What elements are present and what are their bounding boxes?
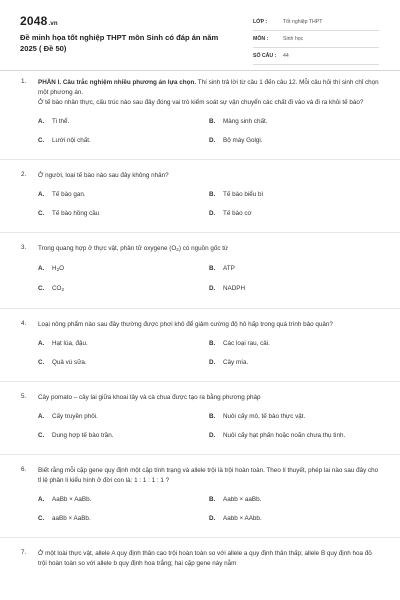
option-c[interactable]: [38, 284, 209, 295]
option-text: Tế bào gan.: [52, 191, 86, 198]
option-text: NADPH: [223, 285, 246, 292]
page-header: [0, 0, 400, 70]
option-letter: C.: [38, 285, 45, 292]
option-b[interactable]: [209, 190, 380, 200]
document-title: Đề minh họa tốt nghiệp THPT môn Sinh có đáp án năm 2025 ( Đề 50): [20, 33, 219, 53]
option-letter: C.: [38, 432, 45, 439]
option-text: aaBb × AaBb.: [52, 515, 91, 522]
question-text: Ở người, loại tế bào nào sau đây không nhân?: [38, 172, 169, 179]
formula-part: CO: [52, 285, 62, 292]
option-d[interactable]: [209, 431, 380, 441]
meta-value: Sinh học: [283, 36, 304, 42]
option-letter: C.: [38, 210, 45, 217]
question-4: [0, 320, 400, 377]
option-letter: A.: [38, 496, 45, 503]
question-2: [0, 171, 400, 228]
option-letter: D.: [209, 137, 216, 144]
option-b[interactable]: [209, 412, 380, 422]
question-number: 4.: [21, 320, 27, 327]
answer-options: [38, 190, 380, 228]
question-number: 5.: [21, 393, 27, 400]
question-divider: [0, 308, 400, 309]
question-text: Cây pomato – cây lai giữa khoai tây và cà chua được tạo ra bằng phương pháp: [38, 394, 261, 401]
site-logo[interactable]: [20, 14, 58, 28]
question-6: [0, 466, 400, 533]
option-letter: D.: [209, 210, 216, 217]
question-1: [0, 78, 400, 155]
option-letter: D.: [209, 432, 216, 439]
answer-options: [38, 495, 380, 533]
meta-label: SỐ CÂU :: [253, 53, 277, 59]
option-text: ATP: [223, 265, 235, 272]
meta-label: MÔN :: [253, 36, 269, 42]
meta-label: LỚP :: [253, 19, 268, 25]
option-a[interactable]: [38, 190, 209, 200]
option-c[interactable]: [38, 431, 209, 441]
question-5: [0, 393, 400, 450]
question-number: 2.: [21, 171, 27, 178]
option-text: Quả vú sữa.: [52, 359, 87, 366]
option-text: Tế bào hồng cầu: [52, 210, 100, 217]
option-letter: C.: [38, 137, 45, 144]
option-letter: B.: [209, 265, 216, 272]
question-divider: [0, 537, 400, 538]
option-text: Màng sinh chất.: [223, 118, 268, 125]
question-3: [0, 244, 400, 304]
option-c[interactable]: [38, 136, 209, 146]
option-c[interactable]: [38, 358, 209, 368]
question-text-part: Trong quang hợp ở thực vật, phân tử oxygene (O: [38, 245, 177, 252]
question-text: Ở một loài thực vật, allele A quy định thân cao trội hoàn toàn so với allele a quy định thân thấp; allele B quy định hoa đỏ trội hoàn toàn so với allele b quy định hoa trắng; hai cặp gene này nằm: [38, 550, 372, 567]
option-b[interactable]: [209, 117, 380, 127]
logo-sub: .vn: [48, 21, 58, 27]
option-a[interactable]: [38, 495, 209, 505]
answer-options: [38, 117, 380, 155]
option-c[interactable]: [38, 209, 209, 219]
option-letter: D.: [209, 359, 216, 366]
question-divider: [0, 159, 400, 160]
question-divider: [0, 232, 400, 233]
question-number: 7.: [21, 549, 27, 556]
meta-row-class: [253, 14, 379, 31]
option-d[interactable]: [209, 358, 380, 368]
option-text: Tế bào cơ: [223, 210, 252, 217]
option-letter: A.: [38, 191, 45, 198]
option-text: Aabb × AAbb.: [223, 515, 262, 522]
option-letter: A.: [38, 413, 45, 420]
answer-options: [38, 412, 380, 450]
option-letter: C.: [38, 359, 45, 366]
question-text-part: ) có nguồn gốc từ: [178, 245, 229, 252]
question-stem: Ở tế bào nhân thực, cấu trúc nào sau đây đóng vai trò kiểm soát sự vận chuyển các chất đi vào và đi ra khỏi tế bào?: [38, 99, 364, 106]
formula-part: O: [59, 265, 65, 272]
option-text: Hạt lúa, đậu.: [52, 340, 88, 347]
option-a[interactable]: [38, 339, 209, 349]
meta-value: Tốt nghiệp THPT: [283, 19, 323, 25]
meta-value: 44: [283, 53, 289, 59]
logo-main: 2048: [20, 14, 48, 28]
option-d[interactable]: [209, 514, 380, 524]
option-text: Bộ máy Golgi.: [223, 137, 263, 144]
question-7: [0, 549, 400, 569]
answer-options: [38, 264, 380, 304]
option-text: Cây mía.: [223, 359, 249, 366]
option-text: Tế bào biểu bì: [223, 191, 264, 198]
part-intro: Thí sinh trả lời từ câu 1 đến câu 12. Mỗi câu hỏi thí sinh chỉ chọn một phương án.: [38, 79, 379, 96]
option-text: [52, 264, 209, 275]
option-d[interactable]: [209, 209, 380, 219]
option-b[interactable]: [209, 495, 380, 505]
option-text: [52, 284, 209, 295]
question-number: 1.: [21, 78, 27, 85]
option-text: Ti thể.: [52, 118, 70, 125]
option-c[interactable]: [38, 514, 209, 524]
question-text: Biết rằng mỗi cặp gene quy định một cặp tính trạng và allele trội là trội hoàn toàn. Theo lí thuyết, phép lai nào sau đây cho tỉ lệ phân li kiểu hình ở đời con là: 1 : 1 : 1 : 1 ?: [38, 467, 379, 484]
question-number: 6.: [21, 466, 27, 473]
option-a[interactable]: [38, 264, 209, 275]
option-text: Dung hợp tế bào trần.: [52, 432, 114, 439]
option-d[interactable]: [209, 284, 380, 295]
question-number: 3.: [21, 244, 27, 251]
part-label: PHẦN I. Câu trắc nghiệm nhiều phương án lựa chọn.: [38, 79, 197, 86]
exam-meta-table: [253, 14, 379, 65]
option-letter: B.: [209, 191, 216, 198]
option-letter: B.: [209, 413, 216, 420]
option-letter: D.: [209, 515, 216, 522]
subscript: 2: [56, 267, 60, 272]
option-letter: A.: [38, 118, 45, 125]
header-divider: [0, 70, 400, 71]
question-divider: [0, 381, 400, 382]
option-text: AaBb × AaBb.: [52, 496, 92, 503]
option-text: Nuôi cấy hạt phấn hoặc noãn chưa thụ tinh.: [223, 432, 346, 439]
question-text: [38, 78, 380, 98]
question-text: Loại nông phẩm nào sau đây thường được phơi khô để giảm cường độ hô hấp trong quá trình bảo quản?: [38, 321, 333, 328]
option-letter: C.: [38, 515, 45, 522]
option-b[interactable]: [209, 264, 380, 275]
option-text: Cấy truyền phôi.: [52, 413, 98, 420]
option-text: Lưới nội chất.: [52, 137, 91, 144]
subscript: 2: [176, 247, 179, 252]
formula-part: H: [52, 265, 57, 272]
option-letter: A.: [38, 340, 45, 347]
meta-row-count: [253, 48, 379, 65]
option-text: Nuôi cấy mô, tế bào thực vật.: [223, 413, 306, 420]
option-letter: B.: [209, 496, 216, 503]
option-a[interactable]: [38, 117, 209, 127]
option-text: Các loại rau, cải.: [223, 340, 270, 347]
question-text: [38, 244, 380, 255]
question-divider: [0, 454, 400, 455]
question-list: [0, 78, 400, 569]
option-letter: D.: [209, 285, 216, 292]
option-b[interactable]: [209, 339, 380, 349]
option-d[interactable]: [209, 136, 380, 146]
option-text: Aabb × aaBb.: [223, 496, 262, 503]
subscript: 2: [61, 287, 65, 292]
answer-options: [38, 339, 380, 377]
option-letter: A.: [38, 265, 45, 272]
option-a[interactable]: [38, 412, 209, 422]
option-letter: B.: [209, 118, 216, 125]
meta-row-subject: [253, 31, 379, 48]
option-letter: B.: [209, 340, 216, 347]
